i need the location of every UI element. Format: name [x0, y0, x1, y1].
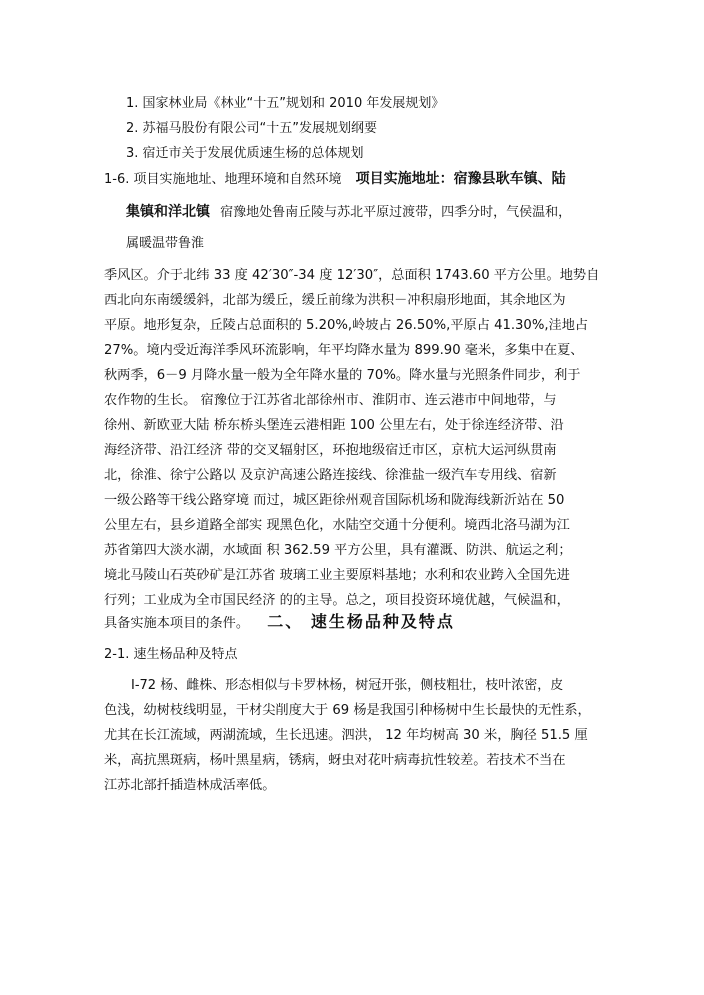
paragraph-line: 色浅，幼树枝线明显，干材尖削度大于 69 杨是我国引种杨树中生长最快的无性系，	[104, 703, 591, 718]
paragraph-line: 一级公路等干线公路穿境 而过，城区距徐州观音国际机场和陇海线新沂站在 50	[104, 493, 565, 508]
paragraph-line: 米，高抗黑斑病，杨叶黑星病，锈病，蚜虫对花叶病毒抗性较差。若技术不当在	[104, 753, 566, 768]
section-1-6-line-3: 属暖温带鲁淮	[126, 236, 205, 251]
paragraph-line: 行列；工业成为全市国民经济 的的主导。总之，项目投资环境优越，气候温和，	[104, 593, 570, 608]
paragraph-last-line	[104, 612, 455, 634]
paragraph-line: I-72 杨、雌株、形态相似与卡罗林杨，树冠开张，侧枝粗壮，枝叶浓密，皮	[131, 678, 564, 693]
paragraph-line: 平原。地形复杂，丘陵占总面积的 5.20%,岭坡占 26.50%,平原占 41.30%,洼地占	[104, 318, 589, 333]
paragraph-line: 尤其在长江流域，两湖流域，生长迅速。泗洪， 12 年均树高 30 米，胸径 51.5 厘	[104, 728, 588, 743]
paragraph-line: 徐州、新欧亚大陆 桥东桥头堡连云港相距 100 公里左右，处于徐连经济带、沿	[104, 418, 564, 433]
paragraph-line: 北，徐淮、徐宁公路以 及京沪高速公路连接线、徐淮盐一级汽车专用线、宿新	[104, 468, 557, 483]
paragraph-line: 农作物的生长。 宿豫位于江苏省北部徐州市、淮阴市、连云港市中间地带，与	[104, 393, 557, 408]
section-1-6-line-2	[126, 204, 571, 221]
paragraph-line: 海经济带、沿江经济 带的交叉辐射区，环抱地级宿迁市区，京杭大运河纵贯南	[104, 443, 557, 458]
section-1-6-line	[104, 171, 566, 188]
paragraph-line: 西北向东南缓缓斜，北部为缓丘，缓丘前缘为洪积－冲积扇形地面，其余地区为	[104, 293, 566, 308]
list-item: 2. 苏福马股份有限公司“十五”发展规划纲要	[126, 121, 378, 136]
subsection-2-1-heading: 2-1. 速生杨品种及特点	[104, 647, 238, 662]
paragraph-line: 27%。境内受近海洋季风环流影响，年平均降水量为 899.90 毫米，多集中在夏、	[104, 343, 584, 358]
section-1-6-bold-b: 集镇和洋北镇	[126, 204, 210, 220]
paragraph-line: 秋两季，6－9 月降水量一般为全年降水量的 70%。降水量与光照条件同步，利于	[104, 368, 581, 383]
section-1-6-label: 1-6. 项目实施地址、地理环境和自然环境	[104, 172, 342, 187]
paragraph-line: 江苏北部扦插造林成活率低。	[104, 778, 276, 793]
list-item: 3. 宿迁市关于发展优质速生杨的总体规划	[126, 146, 364, 161]
section-1-6-text: 宿豫地处鲁南丘陵与苏北平原过渡带，四季分时，气侯温和，	[220, 205, 572, 220]
paragraph-line: 具备实施本项目的条件。	[104, 616, 250, 631]
list-item: 1. 国家林业局《林业“十五”规划和 2010 年发展规划》	[126, 96, 445, 111]
section-1-6-bold-a: 项目实施地址：宿豫县耿车镇、陆	[355, 171, 566, 187]
paragraph-line: 公里左右，县乡道路全部实 现黑色化，水陆空交通十分便利。境西北洛马湖为江	[104, 518, 570, 533]
section-2-heading: 二、 速生杨品种及特点	[267, 612, 455, 631]
paragraph-line: 季风区。介于北纬 33 度 42′30″-34 度 12′30″，总面积 1743.60 平方公里。地势自	[104, 268, 600, 283]
paragraph-line: 苏省第四大淡水湖，水域面 积 362.59 平方公里，具有灌溉、防洪、航运之利；	[104, 543, 572, 558]
paragraph-line: 境北马陵山石英砂矿是江苏省 玻璃工业主要原料基地；水利和农业跨入全国先进	[104, 568, 570, 583]
